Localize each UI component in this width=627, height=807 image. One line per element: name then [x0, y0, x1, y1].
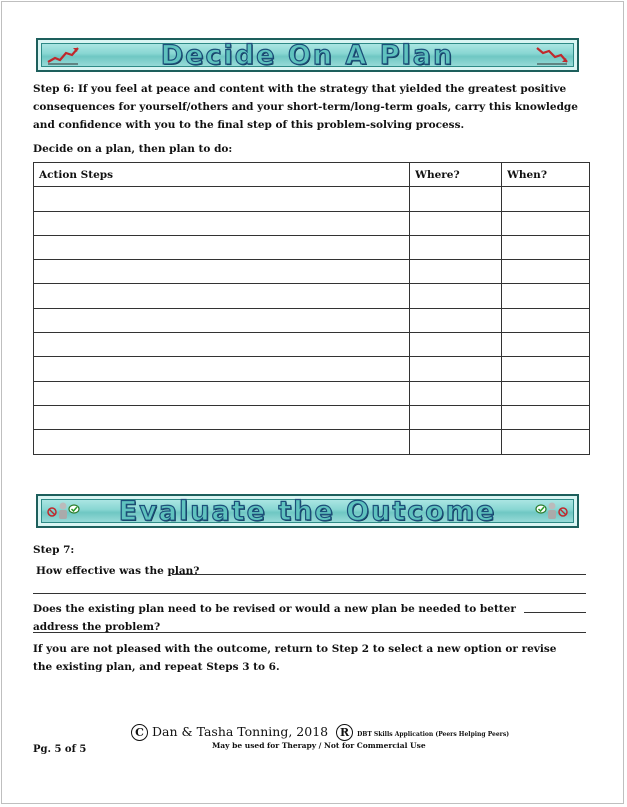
when-cell[interactable]	[502, 284, 590, 308]
action-step-cell[interactable]	[34, 235, 410, 259]
when-cell[interactable]	[502, 405, 590, 429]
footer-copyright	[131, 724, 509, 741]
q2-answer-line[interactable]	[524, 612, 586, 613]
table-row	[34, 405, 590, 429]
action-step-cell[interactable]	[34, 260, 410, 284]
registered-icon: R	[336, 724, 353, 741]
footer-author: Dan & Tasha Tonning, 2018	[151, 724, 329, 739]
action-step-cell[interactable]	[34, 405, 410, 429]
footer-application: DBT Skills Application (Peers Helping Peers)	[357, 731, 510, 738]
when-cell[interactable]	[502, 187, 590, 211]
banner-title: Evaluate the Outcome	[118, 495, 497, 527]
q1-answer-line-2[interactable]	[33, 593, 586, 594]
decide-plan-banner	[36, 38, 579, 72]
action-step-cell[interactable]	[34, 430, 410, 454]
action-step-cell[interactable]	[34, 211, 410, 235]
when-cell[interactable]	[502, 211, 590, 235]
col-header-when: When?	[502, 163, 590, 187]
step6-paragraph: Step 6: If you feel at peace and content with the strategy that yielded the greatest positive consequences for yourself/others and your short-term/long-term goals, carry this knowledge and confidence with you to the final step of this problem-solving process.	[33, 83, 578, 131]
q1-label: How effective was the plan?	[36, 565, 200, 577]
where-cell[interactable]	[410, 381, 502, 405]
action-step-cell[interactable]	[34, 187, 410, 211]
action-step-cell[interactable]	[34, 357, 410, 381]
table-row	[34, 187, 590, 211]
step7-label: Step 7:	[33, 544, 75, 556]
table-row	[34, 284, 590, 308]
step6-instruction: Decide on a plan, then plan to do:	[33, 143, 233, 155]
page-number: Pg. 5 of 5	[33, 744, 87, 755]
when-cell[interactable]	[502, 260, 590, 284]
col-header-action-steps: Action Steps	[34, 163, 410, 187]
falling-chart-icon	[535, 44, 569, 66]
when-cell[interactable]	[502, 381, 590, 405]
where-cell[interactable]	[410, 235, 502, 259]
closing-instruction: If you are not pleased with the outcome, return to Step 2 to select a new option or revise the existing plan, and repeat Steps 3 to 6.	[33, 643, 557, 673]
where-cell[interactable]	[410, 357, 502, 381]
banner-title: Decide On A Plan	[160, 39, 455, 71]
where-cell[interactable]	[410, 308, 502, 332]
where-cell[interactable]	[410, 211, 502, 235]
when-cell[interactable]	[502, 308, 590, 332]
table-row	[34, 260, 590, 284]
where-cell[interactable]	[410, 284, 502, 308]
q1-answer-line[interactable]	[172, 574, 586, 575]
when-cell[interactable]	[502, 235, 590, 259]
table-row	[34, 235, 590, 259]
when-cell[interactable]	[502, 357, 590, 381]
people-check-icon	[535, 500, 569, 522]
q2-answer-line-2[interactable]	[33, 632, 586, 633]
copyright-icon: C	[131, 724, 148, 741]
q2-label: Does the existing plan need to be revised or would a new plan be needed to better address the problem?	[33, 603, 516, 633]
table-row	[34, 357, 590, 381]
action-step-cell[interactable]	[34, 308, 410, 332]
table-row	[34, 333, 590, 357]
evaluate-outcome-banner	[36, 494, 579, 528]
table-row	[34, 381, 590, 405]
action-step-cell[interactable]	[34, 381, 410, 405]
where-cell[interactable]	[410, 260, 502, 284]
where-cell[interactable]	[410, 187, 502, 211]
table-header-row	[34, 163, 590, 187]
where-cell[interactable]	[410, 333, 502, 357]
action-step-cell[interactable]	[34, 284, 410, 308]
footer-usage: May be used for Therapy / Not for Commercial Use	[212, 741, 426, 750]
where-cell[interactable]	[410, 405, 502, 429]
col-header-where: Where?	[410, 163, 502, 187]
action-plan-table	[33, 162, 590, 455]
table-row	[34, 430, 590, 454]
when-cell[interactable]	[502, 430, 590, 454]
table-row	[34, 308, 590, 332]
table-row	[34, 211, 590, 235]
action-step-cell[interactable]	[34, 333, 410, 357]
where-cell[interactable]	[410, 430, 502, 454]
when-cell[interactable]	[502, 333, 590, 357]
